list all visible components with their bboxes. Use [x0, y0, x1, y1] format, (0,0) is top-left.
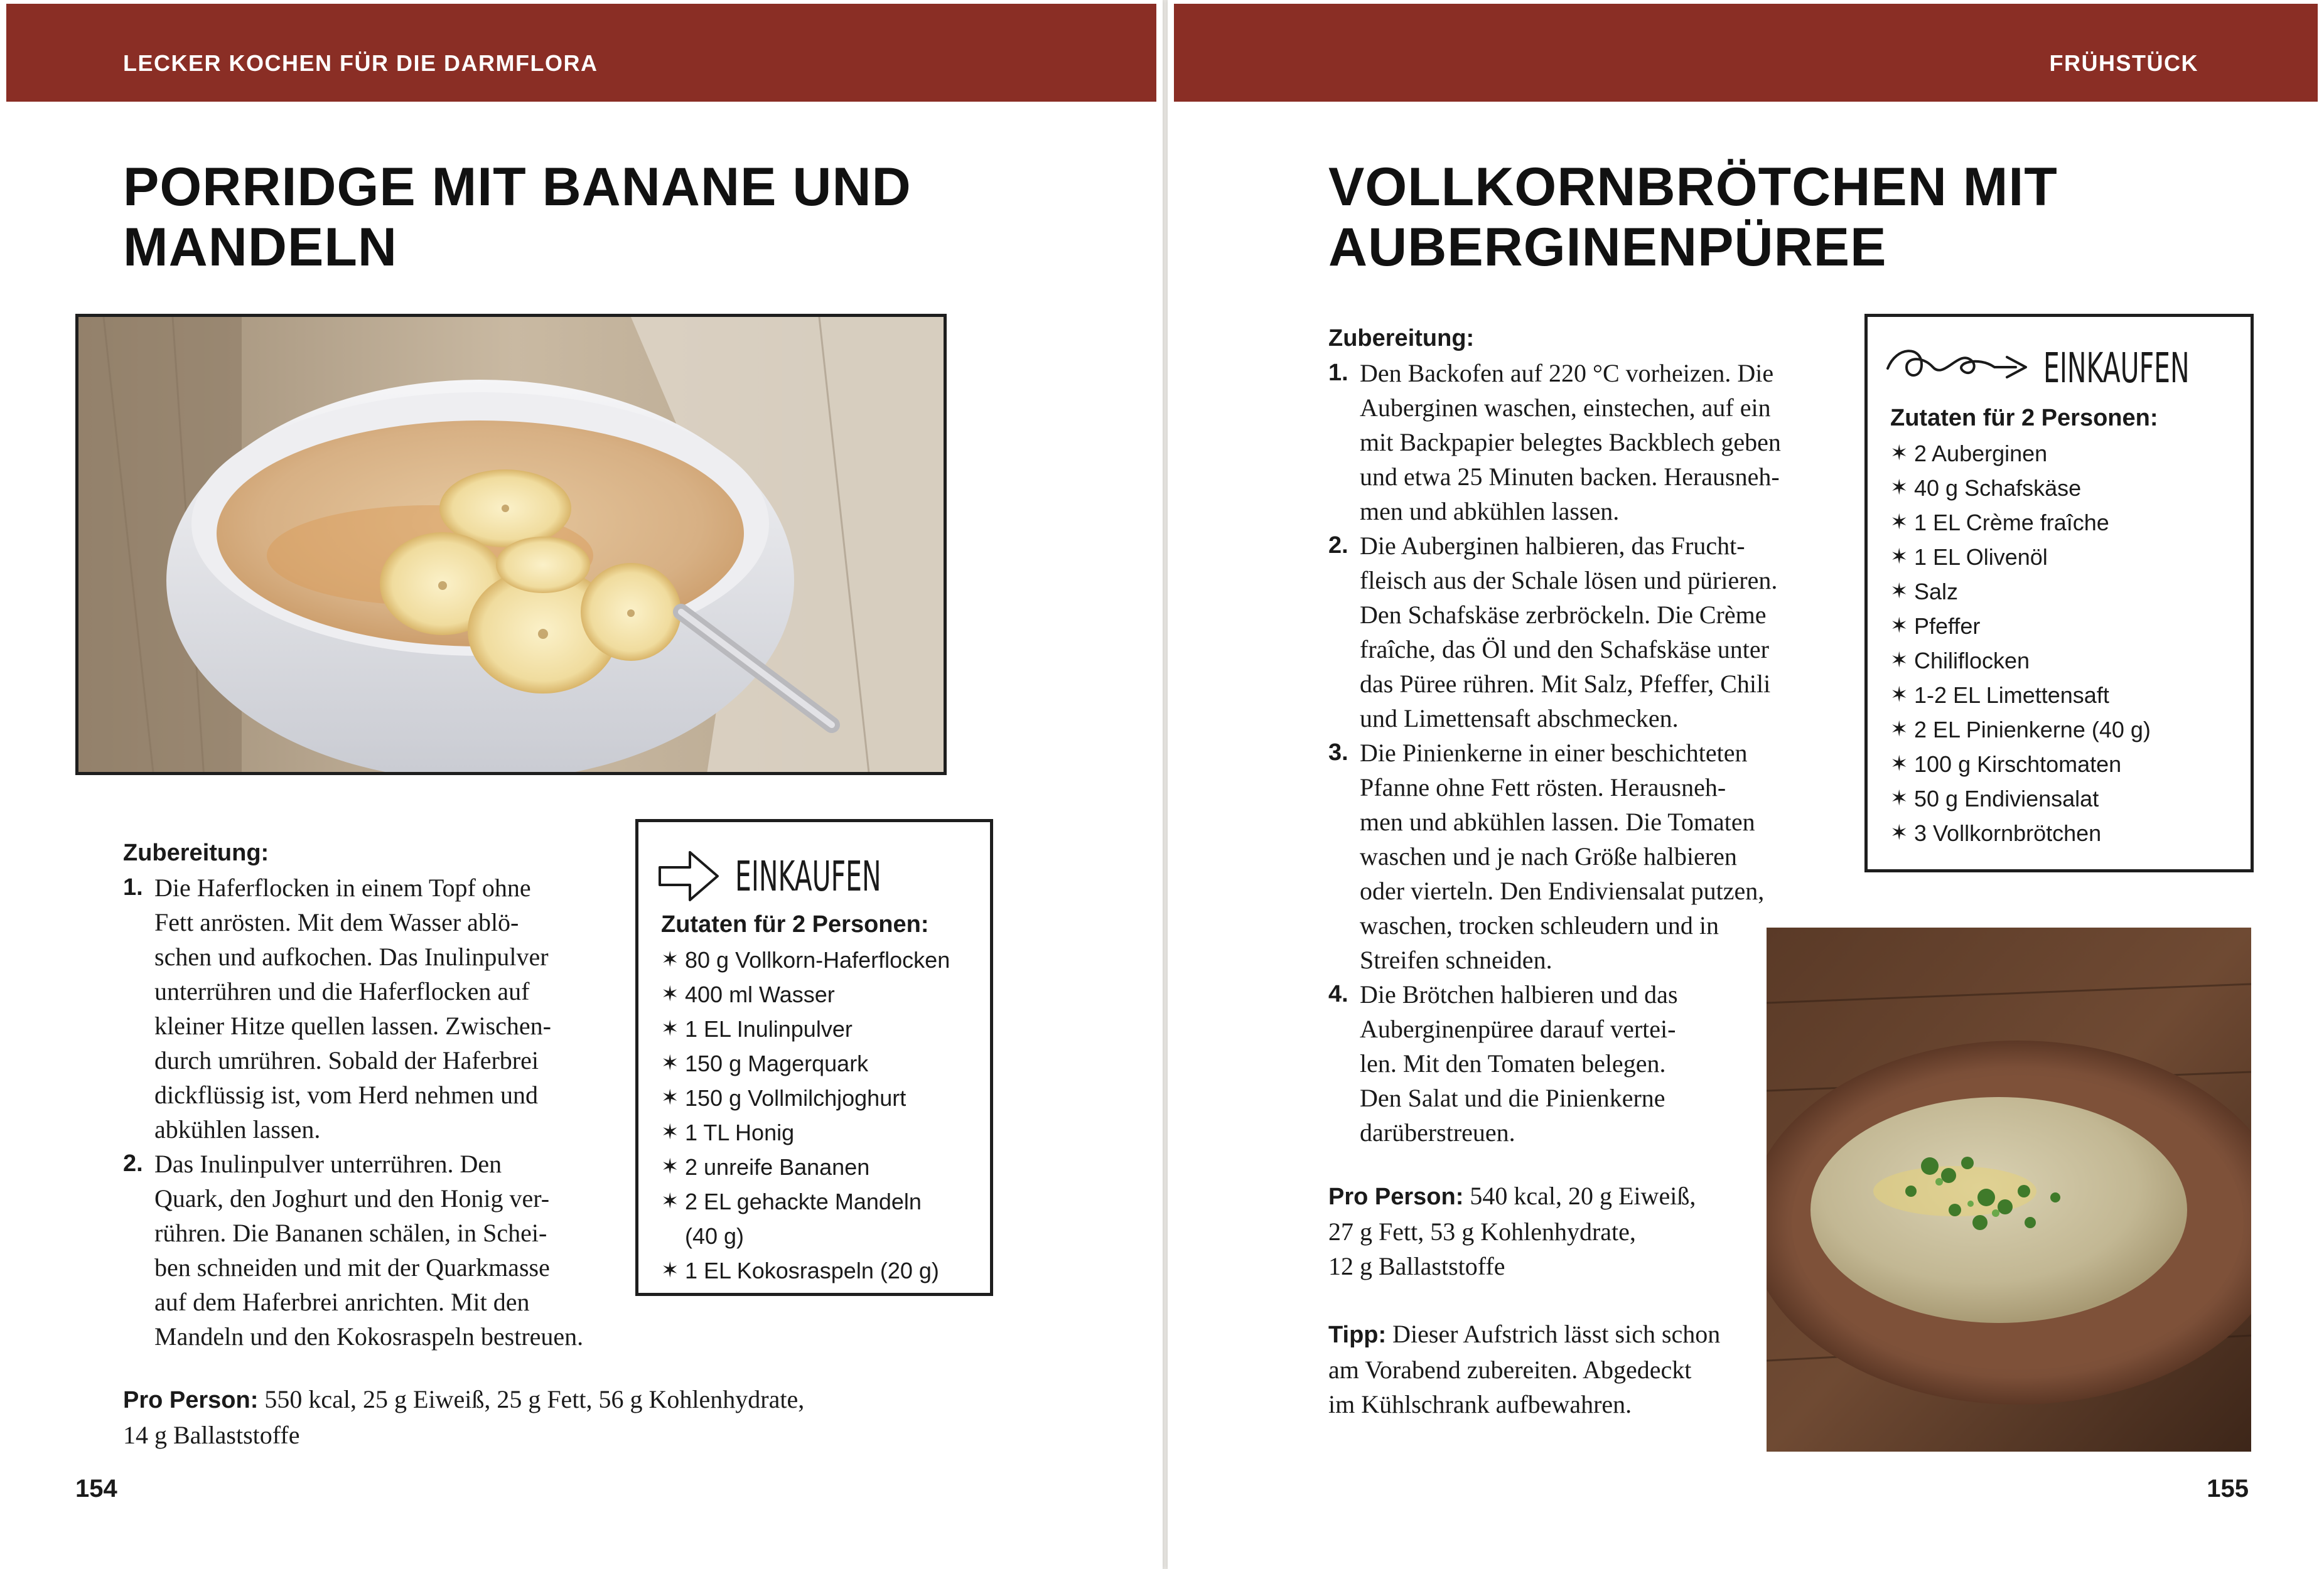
step-item [123, 1147, 657, 1354]
star-bullet-icon: ✶ [1890, 614, 1908, 638]
ingredient-item [661, 1046, 987, 1081]
header-band [1174, 4, 2318, 102]
ingredient-item [1890, 574, 2242, 609]
preparation-heading: Zubereitung: [123, 840, 269, 866]
ingredient-text: 1-2 EL Limettensaft [1914, 682, 2109, 708]
ingredient-text: 80 g Vollkorn-Haferflocken [685, 947, 950, 973]
header-band [6, 4, 1156, 102]
step-text-line: waschen und je nach Größe halbieren [1360, 842, 1737, 870]
step-text-line: Die Haferflocken in einem Topf ohne [154, 874, 531, 902]
ingredient-item [661, 1150, 987, 1184]
nutrition-label: Pro Person: [123, 1387, 259, 1413]
ingredient-item [1890, 816, 2242, 850]
step-text-line: Quark, den Joghurt und den Honig ver- [154, 1184, 550, 1213]
ingredient-text: 1 EL Kokosraspeln (20 g) [685, 1258, 939, 1283]
recipe-title-line: VOLLKORNBRÖTCHEN MIT [1328, 157, 2058, 217]
step-number: 4. [1328, 981, 1348, 1007]
tip-line: am Vorabend zubereiten. Abgedeckt [1328, 1356, 1692, 1384]
step-number: 1. [1328, 360, 1348, 386]
step-text-line: men und abkühlen lassen. Die Tomaten [1360, 808, 1755, 836]
ingredient-text: Salz [1914, 579, 1959, 604]
nutrition-line: 550 kcal, 25 g Eiweiß, 25 g Fett, 56 g Kohlenhydrate, [258, 1385, 805, 1413]
ingredient-item [1890, 471, 2242, 505]
star-bullet-icon: ✶ [661, 1017, 679, 1041]
star-bullet-icon: ✶ [661, 1086, 679, 1110]
step-text-line: Fett anrösten. Mit dem Wasser ablö- [154, 908, 519, 936]
star-bullet-icon: ✶ [661, 1155, 679, 1179]
step-text-line: schen und aufkochen. Das Inulinpulver [154, 943, 549, 971]
step-text-line: len. Mit den Tomaten belegen. [1360, 1049, 1666, 1078]
step-text-line: waschen, trocken schleudern und in [1360, 911, 1719, 940]
ingredient-text: 150 g Vollmilchjoghurt [685, 1085, 906, 1111]
nutrition-line: 12 g Ballaststoffe [1328, 1252, 1505, 1280]
ingredient-text: 3 Vollkornbrötchen [1914, 820, 2102, 846]
ingredient-item [661, 1253, 987, 1288]
step-text-line: Das Inulinpulver unterrühren. Den [154, 1150, 502, 1178]
ingredient-text: 1 EL Olivenöl [1914, 544, 2048, 570]
ingredient-item [661, 1115, 987, 1150]
step-text-line: Streifen schneiden. [1360, 946, 1552, 974]
nutrition-line: 27 g Fett, 53 g Kohlenhydrate, [1328, 1218, 1636, 1246]
star-bullet-icon: ✶ [1890, 752, 1908, 776]
chapter-header: LECKER KOCHEN FÜR DIE DARMFLORA [123, 50, 598, 76]
step-text-line: Mandeln und den Kokosraspeln bestreuen. [154, 1322, 584, 1351]
star-bullet-icon: ✶ [1890, 786, 1908, 810]
ingredient-text: Pfeffer [1914, 613, 1981, 639]
ingredient-text: (40 g) [685, 1223, 745, 1249]
step-text-line: Auberginenpüree darauf vertei- [1360, 1015, 1676, 1043]
shopping-box-header [1884, 340, 2279, 396]
ingredient-text: 2 EL Pinienkerne (40 g) [1914, 717, 2151, 742]
star-bullet-icon: ✶ [1890, 717, 1908, 741]
ingredient-item [1890, 609, 2242, 643]
star-bullet-icon: ✶ [661, 948, 679, 972]
step-text-line: Die Brötchen halbieren und das [1360, 980, 1678, 1009]
star-bullet-icon: ✶ [1890, 579, 1908, 603]
recipe-title [1328, 157, 2058, 277]
star-bullet-icon: ✶ [1890, 441, 1908, 465]
step-text-line: Den Salat und die Pinienkerne [1360, 1084, 1665, 1112]
tip [1328, 1317, 1768, 1422]
star-bullet-icon: ✶ [1890, 683, 1908, 707]
ingredient-item [661, 1012, 987, 1046]
ingredient-item [1890, 781, 2242, 816]
star-bullet-icon: ✶ [1890, 821, 1908, 845]
step-text-line: und etwa 25 Minuten backen. Herausneh- [1360, 463, 1780, 491]
ingredient-list [1890, 436, 2242, 850]
ingredient-text: 150 g Magerquark [685, 1051, 869, 1076]
ingredient-item [1890, 436, 2242, 471]
ingredient-text: 1 EL Inulinpulver [685, 1016, 853, 1042]
step-text-line: rühren. Die Bananen schälen, in Schei- [154, 1219, 547, 1247]
ingredient-item [1890, 712, 2242, 747]
step-text-line: kleiner Hitze quellen lassen. Zwischen- [154, 1012, 551, 1040]
step-text-line: abkühlen lassen. [154, 1115, 321, 1143]
ingredient-item [661, 943, 987, 977]
step-item [1328, 356, 1906, 528]
ingredient-text: 2 EL gehackte Mandeln [685, 1189, 922, 1214]
step-text-line: und Limettensaft abschmecken. [1360, 704, 1679, 732]
tip-label: Tipp: [1328, 1322, 1387, 1348]
page-right [1168, 0, 2324, 1569]
ingredient-text: 2 Auberginen [1914, 441, 2048, 466]
step-text-line: fleisch aus der Schale lösen und pürieren. [1360, 566, 1778, 594]
shopping-title: EINKAUFEN [735, 852, 881, 901]
step-text-line: Auberginen waschen, einstechen, auf ein [1360, 394, 1771, 422]
shopping-box-header [656, 846, 971, 906]
star-bullet-icon: ✶ [1890, 476, 1908, 500]
ingredient-text: 1 TL Honig [685, 1120, 795, 1145]
step-number: 3. [1328, 739, 1348, 766]
star-bullet-icon: ✶ [661, 1189, 679, 1213]
tip-line: im Kühlschrank aufbewahren. [1328, 1390, 1632, 1418]
step-number: 2. [123, 1150, 143, 1177]
ingredient-text: 40 g Schafskäse [1914, 475, 2082, 501]
ingredient-list [661, 943, 987, 1288]
shopping-subtitle: Zutaten für 2 Personen: [661, 911, 929, 938]
preparation [123, 836, 657, 1354]
ingredient-item [1890, 505, 2242, 540]
nutrition-info [1328, 1179, 1768, 1283]
step-text-line: Den Backofen auf 220 °C vorheizen. Die [1360, 359, 1774, 387]
ingredient-text: 100 g Kirschtomaten [1914, 751, 2122, 777]
step-item [123, 870, 657, 1147]
step-text-line: men und abkühlen lassen. [1360, 497, 1620, 525]
ingredient-item [1890, 643, 2242, 678]
page-number: 155 [2207, 1475, 2249, 1502]
recipe-title-line: MANDELN [123, 217, 397, 277]
ingredient-text: 400 ml Wasser [685, 982, 835, 1007]
porridge-photo-image [78, 317, 947, 775]
star-bullet-icon: ✶ [1890, 545, 1908, 569]
nutrition-label: Pro Person: [1328, 1184, 1464, 1210]
outline-arrow-icon [656, 846, 721, 906]
aubergine-puree-photo [1767, 928, 2251, 1452]
shopping-box [1864, 314, 2254, 872]
step-number: 2. [1328, 532, 1348, 559]
nutrition-line: 14 g Ballaststoffe [123, 1421, 300, 1449]
step-text-line: fraîche, das Öl und den Schafskäse unter [1360, 635, 1769, 663]
star-bullet-icon: ✶ [661, 982, 679, 1006]
swirl-arrow-icon [1884, 340, 2035, 396]
star-bullet-icon: ✶ [661, 1258, 679, 1282]
ingredient-item [1890, 540, 2242, 574]
step-text-line: Die Auberginen halbieren, das Frucht- [1360, 532, 1745, 560]
page-number: 154 [75, 1475, 117, 1502]
shopping-title: EINKAUFEN [2043, 343, 2190, 392]
step-text-line: oder vierteln. Den Endiviensalat putzen, [1360, 877, 1765, 905]
step-number: 1. [123, 874, 143, 901]
step-text-line: dickflüssig ist, vom Herd nehmen und [154, 1081, 539, 1109]
aubergine-puree-image [1767, 928, 2251, 1452]
steps-list [123, 870, 657, 1354]
step-text-line: Die Pinienkerne in einer beschichteten [1360, 739, 1748, 767]
chapter-header: FRÜHSTÜCK [2049, 50, 2198, 76]
preparation-heading: Zubereitung: [1328, 325, 1475, 351]
ingredient-item [661, 1081, 987, 1115]
shopping-box [635, 819, 993, 1296]
step-text-line: Pfanne ohne Fett rösten. Herausneh- [1360, 773, 1726, 801]
porridge-photo [75, 314, 947, 775]
tip-line: Dieser Aufstrich lässt sich schon [1386, 1320, 1721, 1348]
ingredient-item [1890, 678, 2242, 712]
star-bullet-icon: ✶ [661, 1120, 679, 1144]
star-bullet-icon: ✶ [1890, 510, 1908, 534]
step-text-line: mit Backpapier belegtes Backblech geben [1360, 428, 1781, 456]
ingredient-item [661, 977, 987, 1012]
ingredient-text: 1 EL Crème fraîche [1914, 510, 2109, 535]
step-text-line: das Püree rühren. Mit Salz, Pfeffer, Chili [1360, 670, 1771, 698]
step-text-line: darüberstreuen. [1360, 1118, 1515, 1147]
recipe-title [123, 157, 912, 277]
step-text-line: unterrühren und die Haferflocken auf [154, 977, 530, 1005]
ingredient-item [1890, 747, 2242, 781]
step-text-line: durch umrühren. Sobald der Haferbrei [154, 1046, 539, 1074]
step-item [1328, 528, 1906, 736]
ingredient-text: Chiliflocken [1914, 648, 2030, 673]
star-bullet-icon: ✶ [1890, 648, 1908, 672]
step-text-line: ben schneiden und mit der Quarkmasse [154, 1253, 550, 1282]
recipe-title-line: AUBERGINENPÜREE [1328, 217, 1887, 277]
ingredient-text: 2 unreife Bananen [685, 1154, 870, 1180]
nutrition-line: 540 kcal, 20 g Eiweiß, [1463, 1182, 1696, 1210]
step-text-line: auf dem Haferbrei anrichten. Mit den [154, 1288, 530, 1316]
recipe-title-line: PORRIDGE MIT BANANE UND [123, 157, 912, 217]
shopping-subtitle: Zutaten für 2 Personen: [1890, 405, 2158, 431]
ingredient-item [661, 1184, 987, 1253]
step-text-line: Den Schafskäse zerbröckeln. Die Crème [1360, 601, 1767, 629]
ingredient-text: 50 g Endiviensalat [1914, 786, 2099, 811]
star-bullet-icon: ✶ [661, 1051, 679, 1075]
nutrition-info [123, 1382, 939, 1452]
